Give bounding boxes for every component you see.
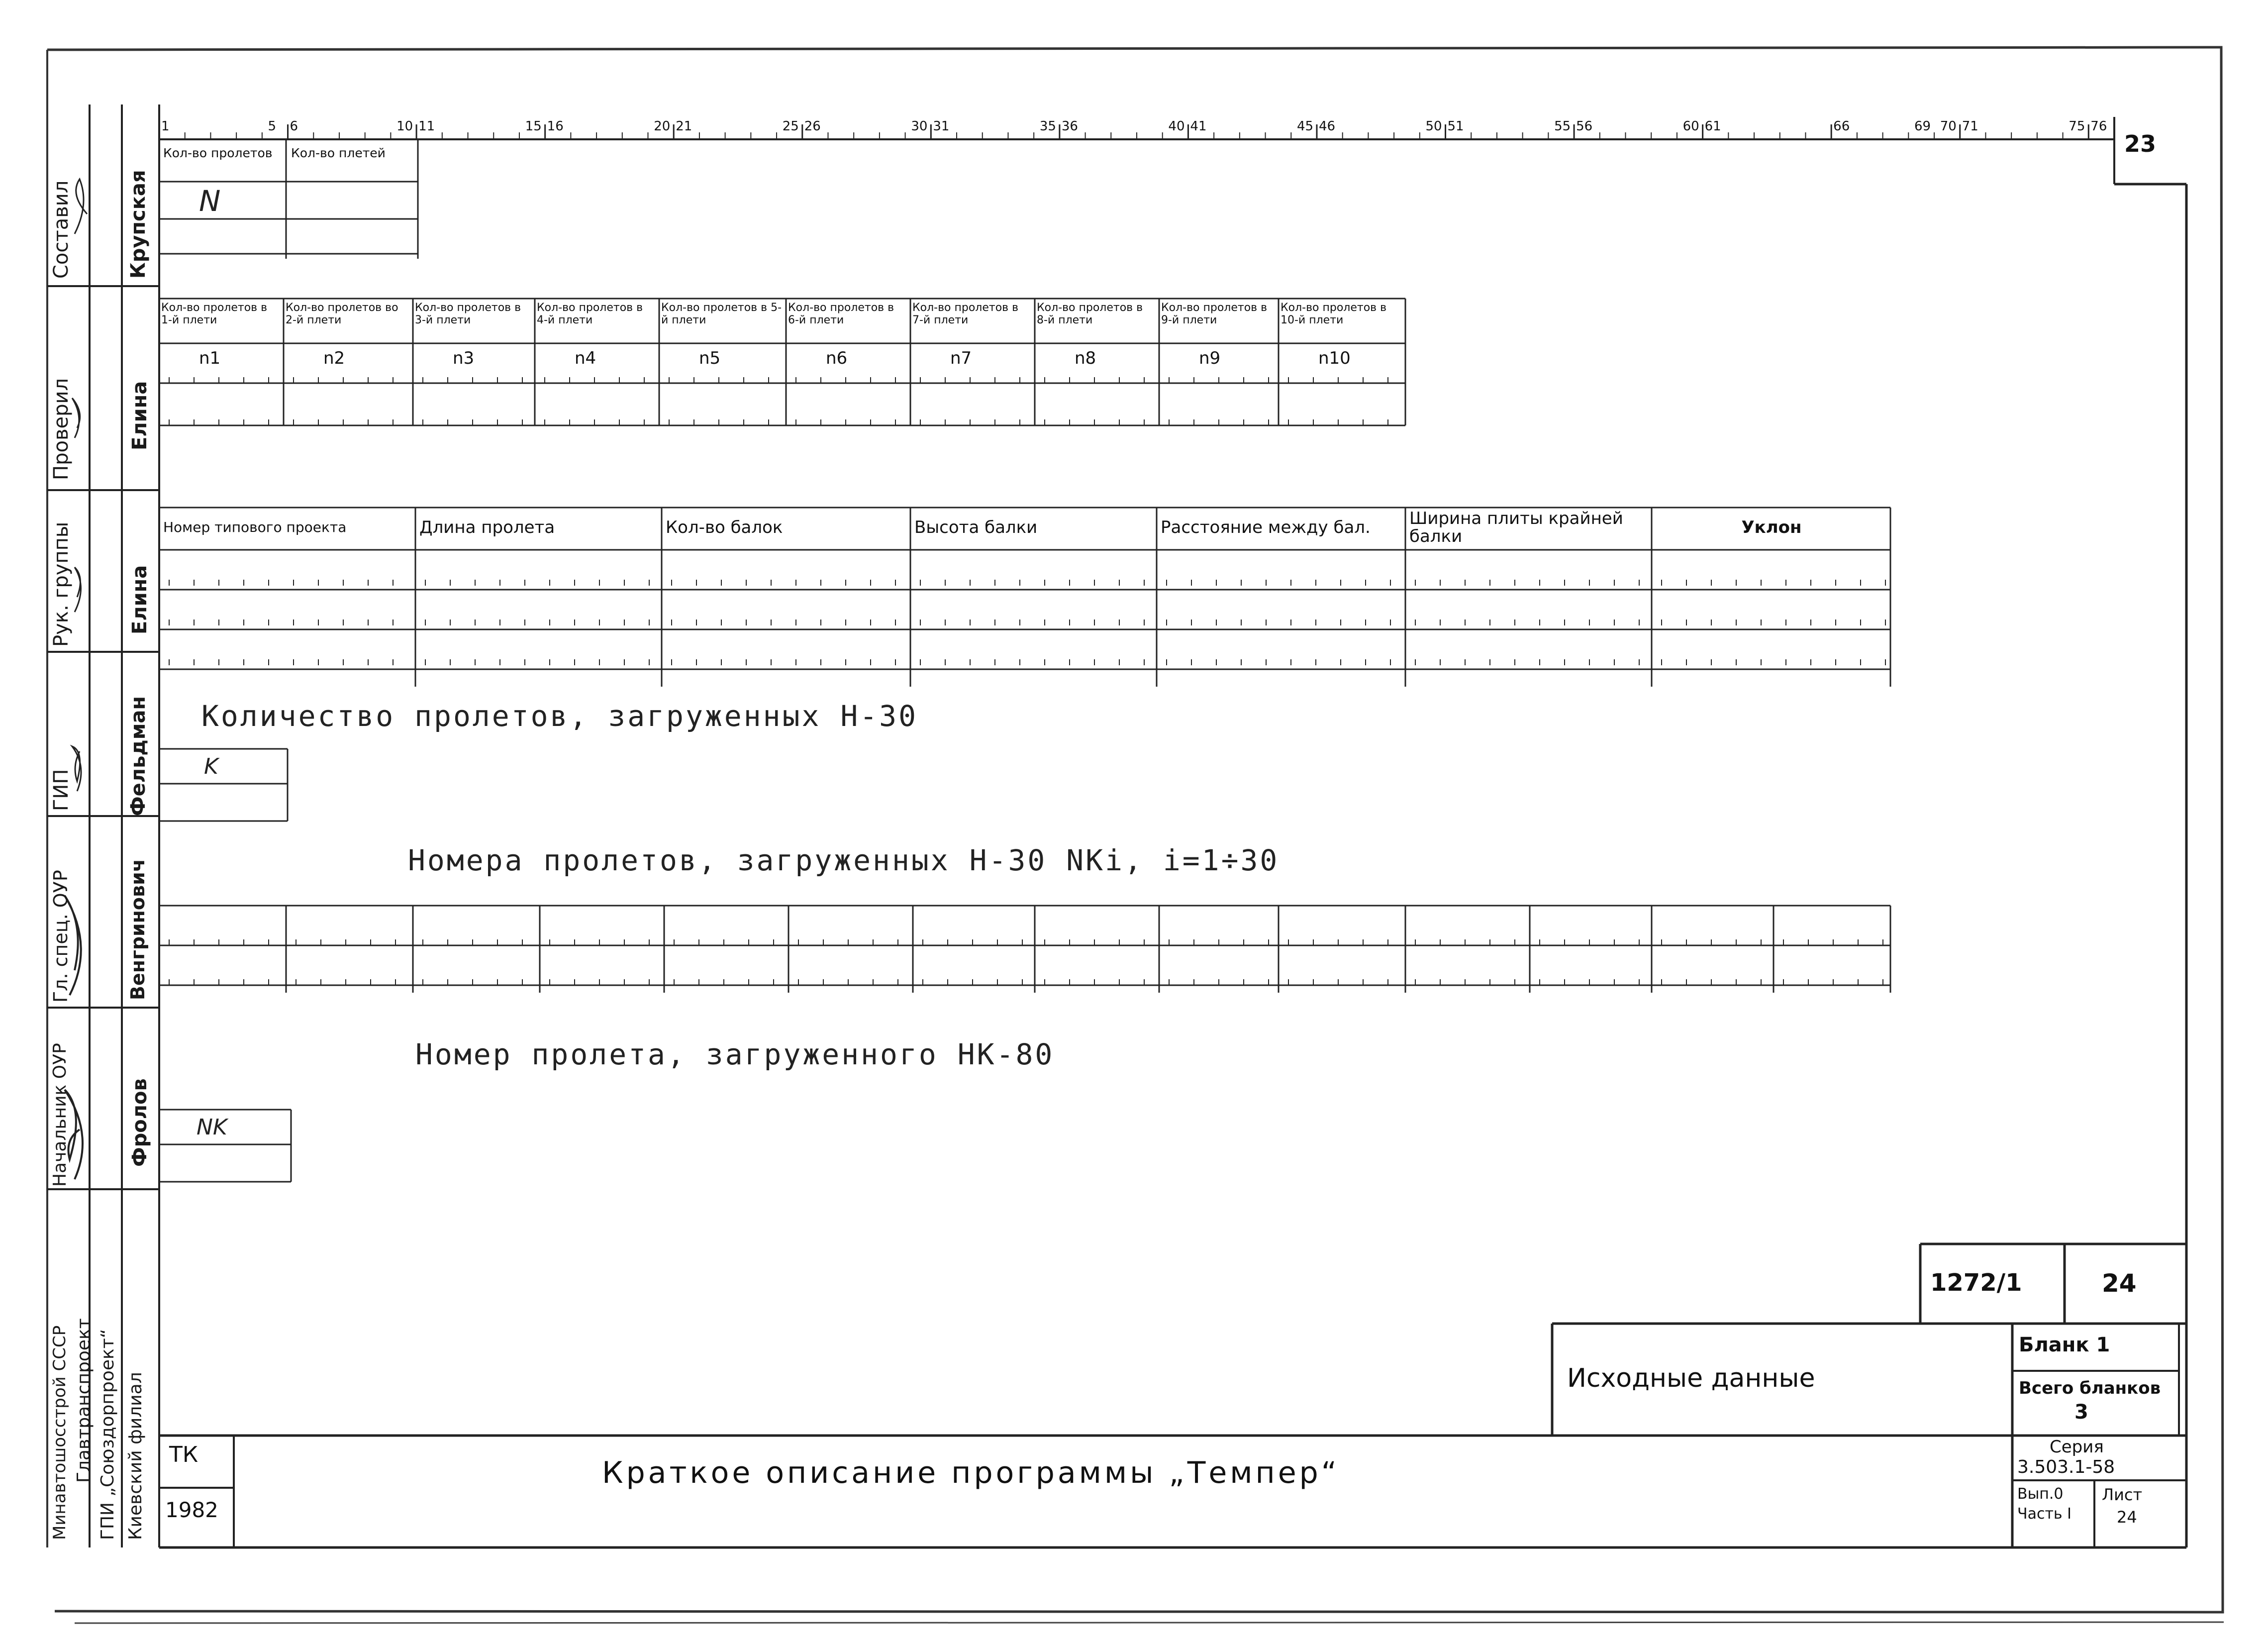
- block2-code-2: n2: [323, 348, 345, 368]
- doc-title-initial-data: Исходные данные: [1567, 1363, 1815, 1393]
- nk80-value: NK: [197, 1115, 227, 1140]
- ruler-number: 26: [804, 119, 821, 134]
- role-gip: ГИП: [50, 769, 73, 811]
- block2-header-5: Кол-во пролетов в 5-й плети: [661, 302, 782, 326]
- name-elina-2: Елина: [128, 565, 151, 634]
- ruler-number: 51: [1447, 119, 1464, 134]
- program-title: Краткое описание программы „Темпер“: [602, 1455, 1340, 1490]
- total-blanks-value: 3: [2074, 1401, 2088, 1424]
- block3-header-2: Длина пролета: [419, 517, 555, 537]
- block2-code-8: n8: [1075, 348, 1096, 368]
- ruler-number: 71: [1962, 119, 1978, 134]
- block2-code-4: n4: [575, 348, 596, 368]
- block2-code-5: n5: [699, 348, 721, 368]
- block3-header-4: Высота балки: [914, 517, 1038, 537]
- block3-header-1: Номер типового проекта: [163, 519, 347, 535]
- name-feldman: Фельдман: [127, 696, 150, 816]
- ruler-number: 30: [911, 119, 928, 134]
- section-h30-numbers-title: Номера пролетов, загруженных Н-30 NKi, i=1÷30: [408, 843, 1280, 877]
- block3-header-5: Расстояние между бал.: [1161, 517, 1371, 537]
- tk-label: ТК: [169, 1442, 198, 1467]
- part-label: Часть I: [2017, 1505, 2071, 1523]
- h30-count-value: K: [204, 754, 218, 779]
- year-label: 1982: [165, 1498, 218, 1522]
- ruler-number: 56: [1576, 119, 1593, 134]
- block1-header-spans: Кол-во пролетов: [163, 146, 273, 160]
- org-soyuzdorproekt: ГПИ „Союздорпроект“: [98, 1329, 118, 1540]
- ruler-number: 6: [290, 119, 298, 134]
- block2-header-10: Кол-во пролетов в 10-й плети: [1281, 302, 1387, 326]
- block1-header-chains: Кол-во плетей: [291, 146, 386, 160]
- org-glavtransproekt: Главтранспроект: [74, 1318, 94, 1483]
- block3-header-7: Уклон: [1741, 517, 1802, 537]
- doc-code: 1272/1: [1930, 1269, 2022, 1297]
- ruler-number: 66: [1833, 119, 1850, 134]
- block2-code-3: n3: [453, 348, 475, 368]
- ruler-number: 16: [547, 119, 564, 134]
- series-value: 3.503.1-58: [2017, 1457, 2115, 1477]
- block2-header-6: Кол-во пролетов в 6-й плети: [788, 302, 894, 326]
- block2-header-9: Кол-во пролетов в 9-й плети: [1161, 302, 1268, 326]
- block3-header-3: Кол-во балок: [666, 517, 783, 537]
- ruler-number: 45: [1296, 119, 1314, 134]
- ruler-number: 15: [525, 119, 542, 134]
- name-elina-1: Елина: [128, 381, 151, 450]
- ruler-number: 40: [1168, 119, 1185, 134]
- section-nk80-title: Номер пролета, загруженного НК-80: [415, 1037, 1055, 1071]
- sheet-value: 24: [2117, 1508, 2137, 1527]
- name-frolov: Фролов: [128, 1078, 151, 1167]
- role-checked: Проверил: [50, 378, 73, 480]
- sheet-label: Лист: [2102, 1485, 2143, 1504]
- ruler-number: 10: [396, 119, 413, 134]
- block2-header-2: Кол-во пролетов во 2-й плети: [286, 302, 398, 326]
- ruler-number: 55: [1554, 119, 1571, 134]
- ruler-number: 20: [654, 119, 671, 134]
- doc-page-number: 24: [2102, 1269, 2137, 1298]
- ruler-number: 36: [1061, 119, 1078, 134]
- block2-header-1: Кол-во пролетов в 1-й плети: [161, 302, 268, 326]
- block2-header-4: Кол-во пролетов в 4-й плети: [537, 302, 643, 326]
- issue-label: Вып.0: [2017, 1485, 2064, 1503]
- block2-code-9: n9: [1199, 348, 1221, 368]
- block2-code-7: n7: [950, 348, 972, 368]
- org-ministry: Минавтошосстрой СССР: [50, 1325, 70, 1540]
- ruler-number: 1: [161, 119, 170, 134]
- block2-code-10: n10: [1318, 348, 1351, 368]
- block2-header-7: Кол-во пролетов в 7-й плети: [912, 302, 1019, 326]
- ruler-number: 50: [1425, 119, 1442, 134]
- role-chief-specialist: Гл. спец. ОУР: [50, 870, 72, 1003]
- name-krupskaya: Крупская: [127, 170, 150, 279]
- ruler-number: 41: [1190, 119, 1207, 134]
- ruler-number: 21: [676, 119, 692, 134]
- ruler-number: 75: [2069, 119, 2085, 134]
- ruler-number: 46: [1318, 119, 1336, 134]
- ruler-number: 5: [268, 119, 277, 134]
- ruler-number: 31: [933, 119, 950, 134]
- block2-code-1: n1: [199, 348, 221, 368]
- ruler-number: 76: [2090, 119, 2107, 134]
- blank-number: Бланк 1: [2019, 1334, 2110, 1356]
- block2-code-6: n6: [826, 348, 848, 368]
- ruler-number: 11: [418, 119, 435, 134]
- total-blanks-label: Всего бланков: [2019, 1378, 2161, 1398]
- ruler-number: 60: [1682, 119, 1699, 134]
- ruler-number: 69: [1914, 119, 1931, 134]
- block2-header-8: Кол-во пролетов в 8-й плети: [1037, 302, 1143, 326]
- block1-value-n: N: [199, 184, 221, 218]
- ruler-number: 25: [782, 119, 799, 134]
- block3-header-6: Ширина плиты крайней балки: [1409, 509, 1623, 546]
- name-vengrinovich: Венгринович: [127, 859, 149, 1000]
- role-department-head: Начальник ОУР: [50, 1043, 70, 1187]
- org-kiev-branch: Киевский филиал: [125, 1372, 146, 1540]
- role-compiled: Составил: [50, 180, 73, 279]
- section-h30-count-title: Количество пролетов, загруженных Н-30: [201, 699, 918, 733]
- ruler-number: 35: [1039, 119, 1056, 134]
- series-label: Серия: [2050, 1437, 2104, 1457]
- sheet-page-number: 23: [2124, 130, 2157, 157]
- role-group-head: Рук. группы: [50, 521, 73, 647]
- ruler-number: 61: [1704, 119, 1721, 134]
- ruler-number: 70: [1940, 119, 1957, 134]
- block2-header-3: Кол-во пролетов в 3-й плети: [415, 302, 521, 326]
